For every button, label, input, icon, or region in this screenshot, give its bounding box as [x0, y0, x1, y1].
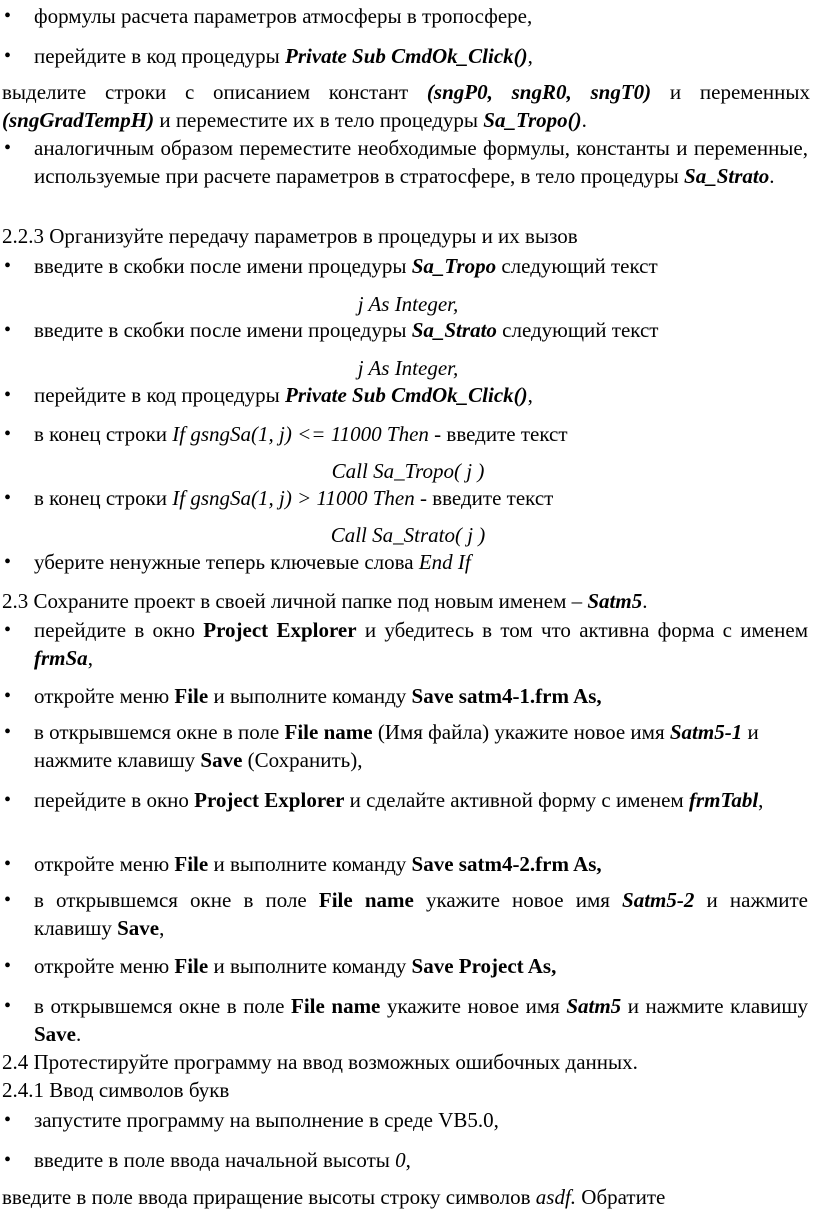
bullet-item — [0, 850, 808, 878]
code-line: j As Integer, — [357, 356, 459, 380]
text: , — [405, 1148, 411, 1172]
bullet-item — [0, 252, 808, 280]
text: выделите строки с описанием констант — [2, 80, 427, 104]
bullet-item — [0, 134, 808, 190]
text: в открывшемся окне в поле — [34, 888, 319, 912]
menu-name: File — [174, 852, 209, 876]
bullet-item — [0, 548, 808, 576]
text: укажите новое имя — [413, 888, 623, 912]
text: и убедитесь в том что активна форма с именем — [356, 618, 808, 642]
text: (Сохранить), — [242, 748, 363, 772]
bullet-item — [0, 484, 808, 512]
bullet-item — [0, 420, 808, 448]
text: . — [769, 164, 775, 188]
key-name: Save — [34, 1022, 76, 1046]
window-name: Project Explorer — [203, 618, 357, 642]
text: и выполните команду — [208, 954, 412, 978]
text: Обратите — [576, 1185, 666, 1209]
text: и нажмите клавишу — [34, 888, 808, 940]
bullet-item — [0, 316, 808, 344]
bullet-item — [0, 718, 808, 774]
text: уберите ненужные теперь ключевые слова — [34, 550, 419, 574]
bullet-item — [0, 616, 808, 672]
text: аналогичным образом переместите необходимые формулы, константы и переменные, используемые при расчете параметров в стратосфере, в тело процедуры — [34, 136, 808, 188]
text: укажите новое имя — [380, 994, 567, 1018]
input-value: asdf. — [535, 1185, 577, 1209]
text: следующий текст — [496, 254, 658, 278]
procedure-name: Sa_Tropo() — [483, 108, 582, 132]
file-name: Satm5 — [566, 994, 622, 1018]
code-line: j As Integer, — [357, 292, 459, 316]
bullet-item — [0, 886, 808, 942]
text: и переменных — [651, 80, 810, 104]
text: и переместите их в тело процедуры — [154, 108, 484, 132]
paragraph — [2, 1183, 810, 1211]
text: откройте меню — [34, 852, 175, 876]
text: введите в скобки после имени процедуры — [34, 254, 412, 278]
text: перейдите в код процедуры — [34, 383, 285, 407]
key-name: Save — [117, 916, 160, 940]
procedure-name: Private Sub CmdOk_Click() — [285, 383, 528, 407]
text: . — [581, 108, 587, 132]
section-heading: 2.4.1 Ввод символов букв — [2, 1078, 230, 1102]
text: 2.3 Сохраните проект в своей личной папке под новым именем – — [2, 589, 588, 613]
window-name: Project Explorer — [194, 788, 345, 812]
procedure-name: Sa_Tropo — [411, 254, 497, 278]
text: . — [76, 1022, 82, 1046]
code-snippet: If gsngSa(1, j) <= 11000 Then — [172, 422, 429, 446]
text: следующий текст — [496, 318, 659, 342]
text: , — [159, 916, 165, 940]
procedure-name: Sa_Strato — [684, 164, 770, 188]
text: . — [642, 589, 648, 613]
text: введите в поле ввода приращение высоты строку символов — [2, 1185, 536, 1209]
field-name: File name — [318, 888, 414, 912]
text: и выполните команду — [208, 852, 412, 876]
text: в конец строки — [34, 486, 173, 510]
text: , — [527, 383, 533, 407]
text: и нажмите клавишу — [34, 720, 759, 772]
text: в открывшемся окне в поле — [34, 994, 292, 1018]
menu-name: File — [174, 684, 209, 708]
bullet-item — [0, 682, 808, 710]
procedure-name: Private Sub CmdOk_Click() — [285, 44, 528, 68]
text: перейдите в окно — [34, 788, 195, 812]
bullet-item — [0, 381, 808, 409]
paragraph — [2, 78, 810, 134]
text: и сделайте активной форму с именем — [344, 788, 689, 812]
text: введите в поле ввода начальной высоты — [34, 1148, 396, 1172]
section-heading: 2.2.3 Организуйте передачу параметров в процедуры и их вызов — [2, 224, 578, 248]
bullet-item — [0, 952, 808, 980]
bullet-item — [0, 992, 808, 1048]
field-name: File name — [291, 994, 381, 1018]
file-name: Satm5-2 — [622, 888, 695, 912]
bullet-item — [0, 786, 808, 814]
text: запустите программу на выполнение в среде VB5.0, — [34, 1108, 499, 1132]
text: перейдите в код процедуры — [34, 44, 285, 68]
project-name: Satm5 — [587, 589, 643, 613]
code-snippet: End If — [418, 550, 471, 574]
command-name: Save satm4-1.frm As, — [411, 684, 602, 708]
text: - введите текст — [428, 422, 568, 446]
input-value: 0 — [395, 1148, 406, 1172]
command-name: Save Project As, — [411, 954, 557, 978]
file-name: Satm5-1 — [669, 720, 743, 744]
procedure-name: Sa_Strato — [411, 318, 497, 342]
text: , — [527, 44, 533, 68]
text: , — [87, 646, 93, 670]
code-variable: (sngGradTempH) — [2, 108, 155, 132]
text: откройте меню — [34, 684, 175, 708]
bullet-item — [0, 1146, 808, 1174]
bullet-item — [0, 1106, 808, 1134]
code-line: Call Sa_Strato( j ) — [330, 523, 486, 547]
section-heading: 2.4 Протестируйте программу на ввод возможных ошибочных данных. — [2, 1050, 638, 1074]
code-snippet: If gsngSa(1, j) > 11000 Then — [172, 486, 415, 510]
text: , — [758, 788, 764, 812]
text: и выполните команду — [208, 684, 412, 708]
text: в открывшемся окне в поле — [34, 720, 285, 744]
form-name: frmTabl — [688, 788, 759, 812]
text: перейдите в окно — [34, 618, 204, 642]
text: введите в скобки после имени процедуры — [34, 318, 412, 342]
text: - введите текст — [414, 486, 554, 510]
code-line: Call Sa_Tropo( j ) — [331, 459, 485, 483]
key-name: Save — [200, 748, 243, 772]
text: и нажмите клавишу — [621, 994, 809, 1018]
text: в конец строки — [34, 422, 173, 446]
text: откройте меню — [34, 954, 175, 978]
menu-name: File — [174, 954, 209, 978]
section-heading — [2, 587, 810, 615]
form-name: frmSa — [34, 646, 88, 670]
text: формулы расчета параметров атмосферы в тропосфере, — [34, 4, 533, 28]
bullet-item — [0, 2, 808, 30]
text: (Имя файла) укажите новое имя — [372, 720, 670, 744]
field-name: File name — [284, 720, 373, 744]
command-name: Save satm4-2.frm As, — [411, 852, 602, 876]
bullet-item — [0, 42, 808, 70]
code-constants: (sngP0, sngR0, sngT0) — [426, 80, 652, 104]
